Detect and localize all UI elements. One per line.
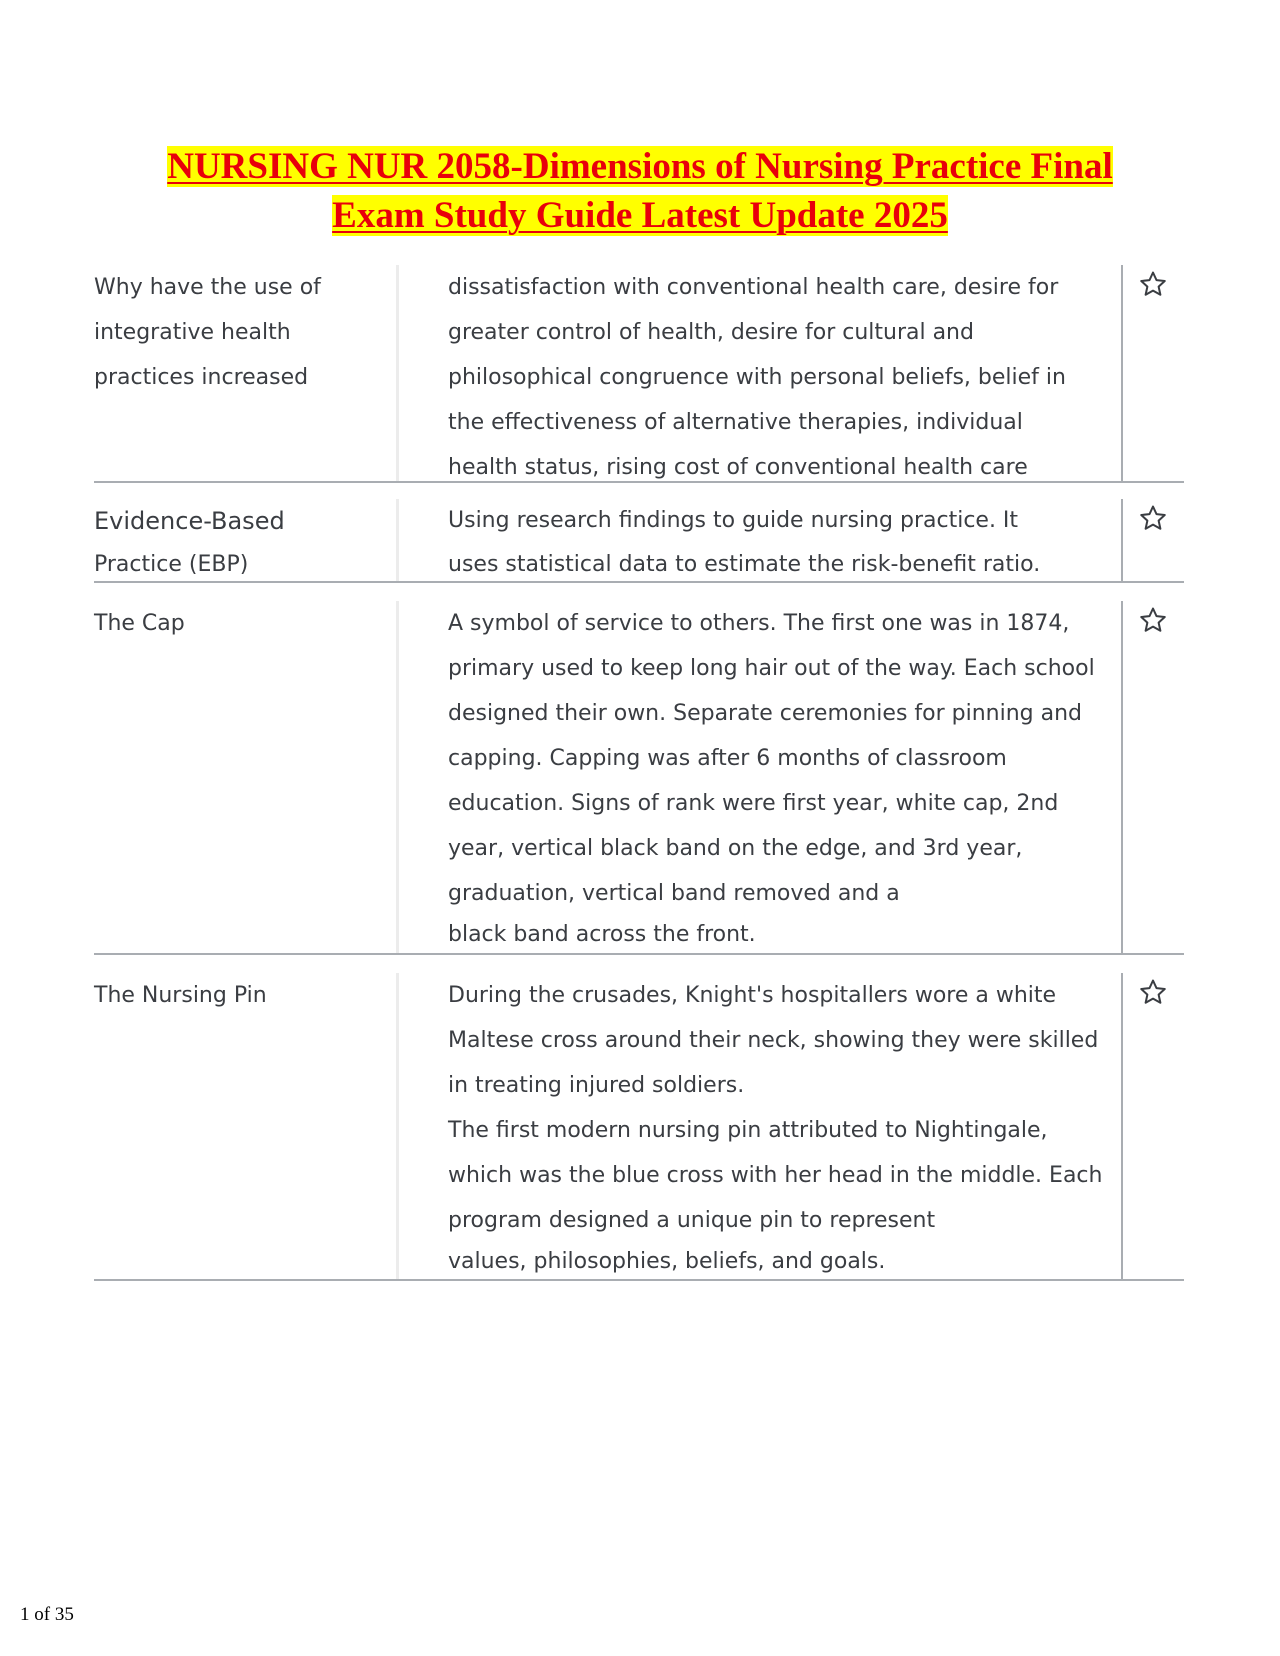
definition-line: program designed a unique pin to represent — [448, 1208, 936, 1233]
definition-line: year, vertical black band on the edge, and 3rd year, — [448, 836, 1023, 861]
star-column-divider — [1121, 601, 1123, 953]
term-line: Evidence-Based — [94, 507, 285, 535]
card-definition — [448, 601, 1108, 954]
definition-line: the effectiveness of alternative therapies, individual — [448, 410, 1023, 435]
column-divider — [396, 499, 399, 581]
star-column-divider — [1121, 499, 1123, 581]
definition-line: health status, rising cost of conventional health care — [448, 455, 1028, 480]
definition-line: The first modern nursing pin attributed to Nightingale, — [448, 1118, 1048, 1143]
card-definition — [448, 973, 1108, 1281]
definition-line: Maltese cross around their neck, showing they were skilled — [448, 1028, 1099, 1053]
definition-line: A symbol of service to others. The first one was in 1874, — [448, 611, 1070, 636]
title-line-2: Exam Study Guide Latest Update 2025 — [332, 195, 948, 236]
star-icon[interactable] — [1138, 503, 1168, 533]
page-indicator: 1 of 35 — [20, 1604, 74, 1625]
flashcard-row — [94, 601, 1184, 955]
definition-line: philosophical congruence with personal beliefs, belief in — [448, 365, 1066, 390]
card-term — [94, 973, 384, 1018]
term-line: Practice (EBP) — [94, 552, 249, 577]
definition-line: capping. Capping was after 6 months of classroom — [448, 746, 1007, 771]
definition-line: graduation, vertical band removed and a — [448, 881, 900, 906]
term-line: practices increased — [94, 365, 309, 390]
definition-line: in treating injured soldiers. — [448, 1073, 745, 1098]
column-divider — [396, 601, 399, 953]
star-column-divider — [1121, 265, 1123, 481]
definition-line: uses statistical data to estimate the risk-benefit ratio. — [448, 552, 1041, 577]
definition-line: black band across the front. — [448, 922, 756, 947]
card-term — [94, 601, 384, 646]
card-definition — [448, 265, 1108, 490]
card-term — [94, 265, 384, 400]
term-line: integrative health — [94, 320, 291, 345]
definition-line: designed their own. Separate ceremonies for pinning and — [448, 701, 1083, 726]
definition-line: greater control of health, desire for cultural and — [448, 320, 974, 345]
column-divider — [396, 973, 399, 1279]
document-title — [60, 142, 1220, 240]
definition-line: Using research findings to guide nursing practice. It — [448, 508, 1019, 533]
star-icon[interactable] — [1138, 977, 1168, 1007]
card-term — [94, 499, 384, 587]
column-divider — [396, 265, 399, 481]
definition-line: education. Signs of rank were first year, white cap, 2nd — [448, 791, 1059, 816]
title-line-1: NURSING NUR 2058-Dimensions of Nursing Practice Final — [167, 146, 1113, 187]
star-column-divider — [1121, 973, 1123, 1279]
term-line: Why have the use of — [94, 275, 321, 300]
term-line: The Cap — [94, 611, 185, 636]
definition-line: primary used to keep long hair out of the way. Each school — [448, 656, 1095, 681]
flashcard-row — [94, 499, 1184, 583]
star-icon[interactable] — [1138, 605, 1168, 635]
definition-line: which was the blue cross with her head in the middle. Each — [448, 1163, 1103, 1188]
definition-line: During the crusades, Knight's hospitallers wore a white — [448, 983, 1057, 1008]
star-icon[interactable] — [1138, 269, 1168, 299]
definition-line: dissatisfaction with conventional health care, desire for — [448, 275, 1059, 300]
term-line: The Nursing Pin — [94, 983, 267, 1008]
card-definition — [448, 499, 1108, 587]
flashcard-row — [94, 265, 1184, 483]
definition-line: values, philosophies, beliefs, and goals. — [448, 1249, 886, 1274]
flashcard-row — [94, 973, 1184, 1281]
